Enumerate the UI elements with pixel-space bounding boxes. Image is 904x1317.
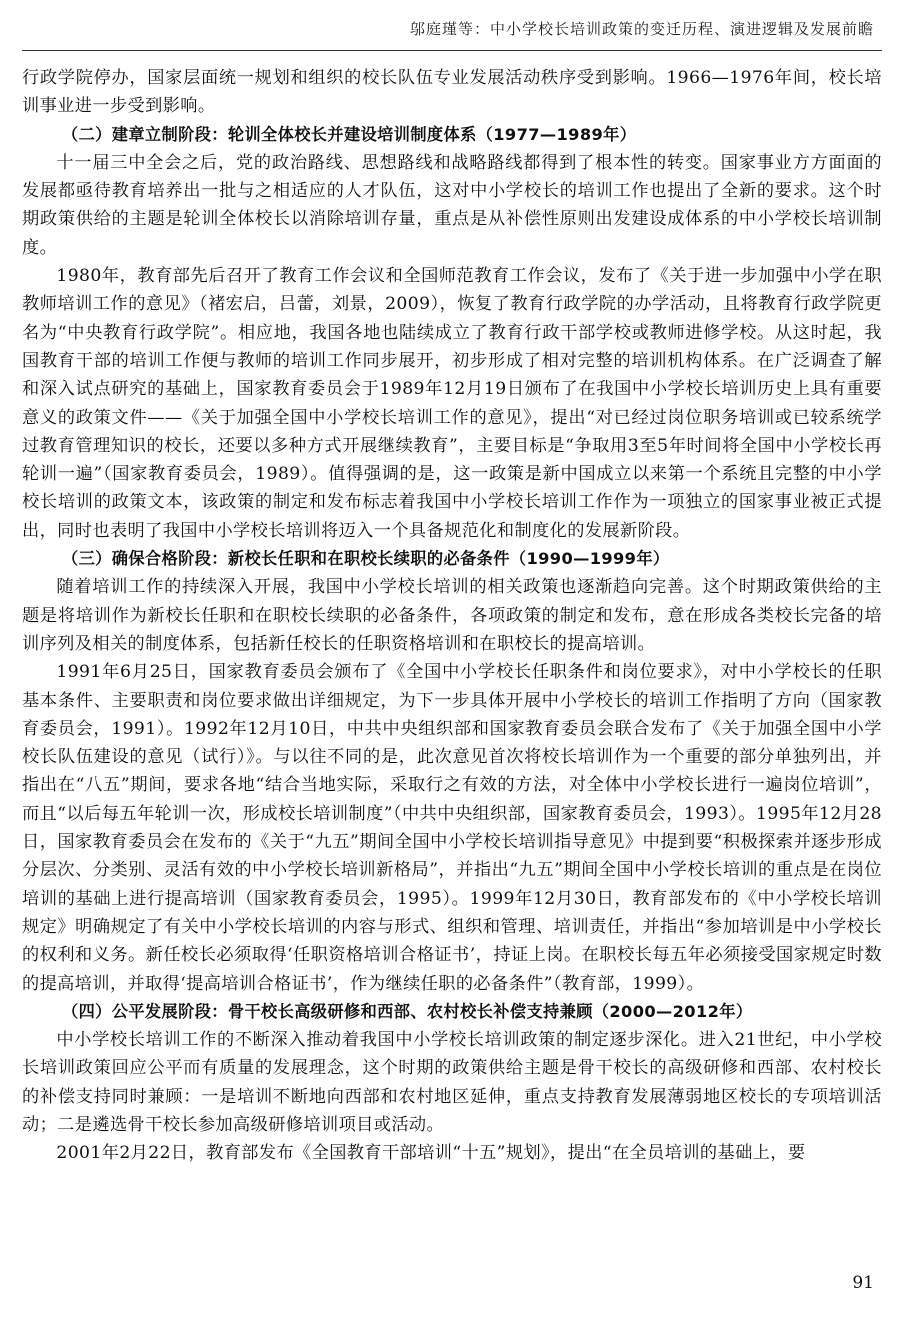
section-heading: （四）公平发展阶段：骨干校长高级研修和西部、农村校长补偿支持兼顾（2000—2012年）: [62, 1001, 753, 1021]
body-paragraph: 2001年2月22日，教育部发布《全国教育干部培训“十五”规划》，提出“在全员培训的基础上，要: [56, 1143, 806, 1164]
body-paragraph: 1980年，教育部先后召开了教育工作会议和全国师范教育工作会议，发布了《关于进一步加强中小学在职教师培训工作的意见》（褚宏启，吕蕾，刘景，2009），恢复了教育行政学院的办学活动，且将教育行政学院更名为“中央教育行政学院”。相应地，我国各地也陆续成立了教育行政干部学校或教师进修学校。从这时起，我国教育干部的培训工作便与教师的培训工作同步展开，初步形成了相对完整的培训机构体系。在广泛调查了解和深入试点研究的基础上，国家教育委员会于1989年12月19日颁布了在我国中小学校长培训历史上具有重要意义的政策文件——《关于加强全国中小学校长培训工作的意见》，提出“对已经过岗位职务培训或已较系统学过教育管理知识的校长，还要以多种方式开展继续教育”，主要目标是“争取用3至5年时间将全国中小学校长再轮训一遍”（国家教育委员会，1989）。值得强调的是，这一政策是新中国成立以来第一个系统且完整的中小学校长培训的政策文本，该政策的制定和发布标志着我国中小学校长培训工作作为一项独立的国家事业被正式提出，同时也表明了我国中小学校长培训将迈入一个具备规范化和制度化的发展新阶段。: [22, 266, 882, 541]
body-paragraph: 十一届三中全会之后，党的政治路线、思想路线和战略路线都得到了根本性的转变。国家事业方方面面的发展都亟待教育培养出一批与之相适应的人才队伍，这对中小学校长的培训工作也提出了全新的要求。这个时期政策供给的主题是轮训全体校长以消除培训存量，重点是从补偿性原则出发建设成体系的中小学校长培训制度。: [22, 152, 882, 258]
page-number: 91: [852, 1273, 874, 1293]
header-rule: [22, 50, 882, 51]
body-paragraph: 随着培训工作的持续深入开展，我国中小学校长培训的相关政策也逐渐趋向完善。这个时期政策供给的主题是将培训作为新校长任职和在职校长续职的必备条件，各项政策的制定和发布，意在形成各类校长完备的培训序列及相关的制度体系，包括新任校长的任职资格培训和在职校长的提高培训。: [22, 577, 882, 654]
body-paragraph: 中小学校长培训工作的不断深入推动着我国中小学校长培训政策的制定逐步深化。进入21世纪，中小学校长培训政策回应公平而有质量的发展理念，这个时期的政策供给主题是骨干校长的高级研修和西部、农村校长的补偿支持同时兼顾：一是培训不断地向西部和农村地区延伸，重点支持教育发展薄弱地区校长的专项培训活动；二是遴选骨干校长参加高级研修培训项目或活动。: [22, 1030, 882, 1135]
article-body: [22, 64, 882, 1168]
body-paragraph: 1991年6月25日，国家教育委员会颁布了《全国中小学校长任职条件和岗位要求》，对中小学校长的任职基本条件、主要职责和岗位要求做出详细规定，为下一步具体开展中小学校长的培训工作指明了方向（国家教育委员会，1991）。1992年12月10日，中共中央组织部和国家教育委员会联合发布了《关于加强全国中小学校长队伍建设的意见（试行）》。与以往不同的是，此次意见首次将校长培训作为一个重要的部分单独列出，并指出在“八五”期间，要求各地“结合当地实际，采取行之有效的方法，对全体中小学校长进行一遍岗位培训”，而且“以后每五年轮训一次，形成校长培训制度”（中共中央组织部，国家教育委员会，1993）。1995年12月28日，国家教育委员会在发布的《关于“九五”期间全国中小学校长培训指导意见》中提到要“积极探索并逐步形成分层次、分类别、灵活有效的中小学校长培训新格局”，并指出“九五”期间全国中小学校长培训的重点是在岗位培训的基础上进行提高培训（国家教育委员会，1995）。1999年12月30日，教育部发布的《中小学校长培训规定》明确规定了有关中小学校长培训的内容与形式、组织和管理、培训责任，并指出“参加培训是中小学校长的权利和义务。新任校长必须取得‘任职资格培训合格证书’，持证上岗。在职校长每五年必须接受国家规定时数的提高培训，并取得‘提高培训合格证书’，作为继续任职的必备条件”（教育部，1999）。: [22, 662, 882, 994]
running-head-title: 邬庭瑾等：中小学校长培训政策的变迁历程、演进逻辑及发展前瞻: [409, 20, 874, 38]
section-heading: （三）确保合格阶段：新校长任职和在职校长续职的必备条件（1990—1999年）: [62, 549, 670, 569]
body-paragraph: 行政学院停办，国家层面统一规划和组织的校长队伍专业发展活动秩序受到影响。1966—1976年间，校长培训事业进一步受到影响。: [22, 68, 882, 117]
section-heading: （二）建章立制阶段：轮训全体校长并建设培训制度体系（1977—1989年）: [62, 124, 637, 144]
